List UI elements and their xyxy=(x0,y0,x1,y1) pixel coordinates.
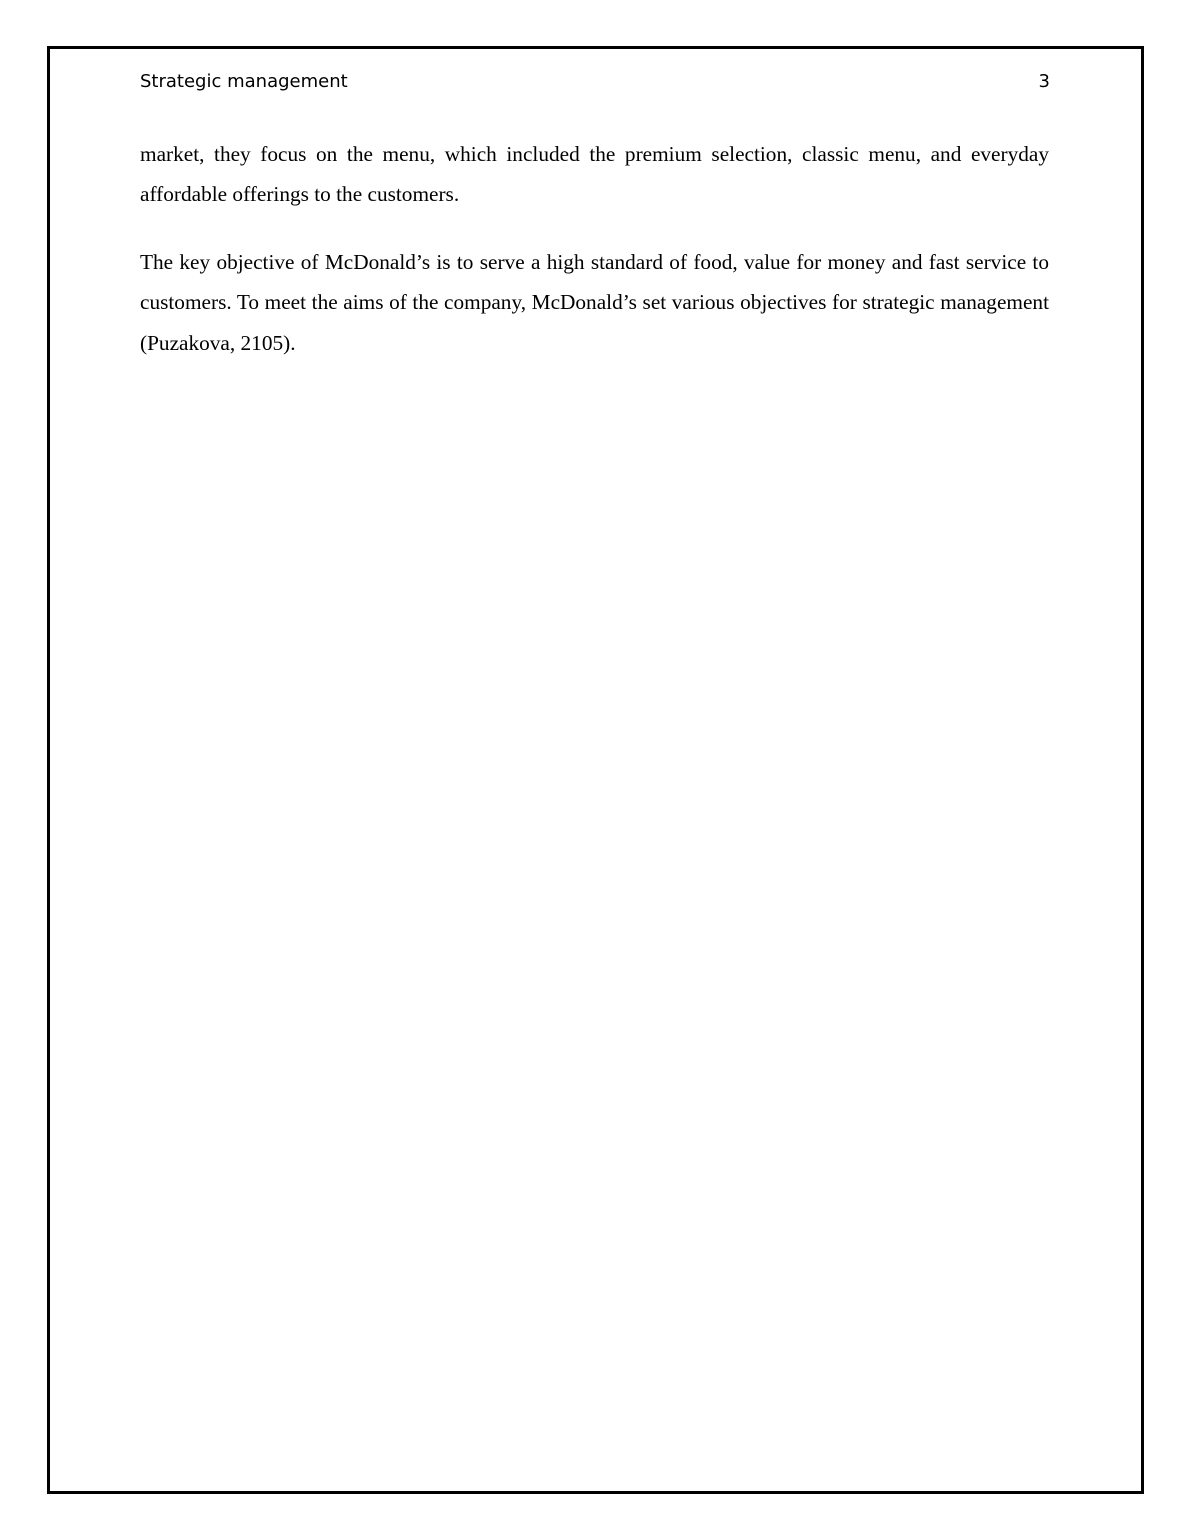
document-body xyxy=(140,134,1049,390)
header-title: Strategic management xyxy=(140,71,348,92)
paragraph-2: The key objective of McDonald’s is to serve a high standard of food, value for money and fast service to customers. To meet the aims of the company, McDonald’s set various objectives for strategic management (Puzakova, 2105). xyxy=(140,249,1049,355)
page-number: 3 xyxy=(1038,71,1050,92)
running-header xyxy=(140,71,1050,97)
paragraph-1: market, they focus on the menu, which included the premium selection, classic menu, and everyday affordable offerings to the customers. xyxy=(140,142,1049,207)
